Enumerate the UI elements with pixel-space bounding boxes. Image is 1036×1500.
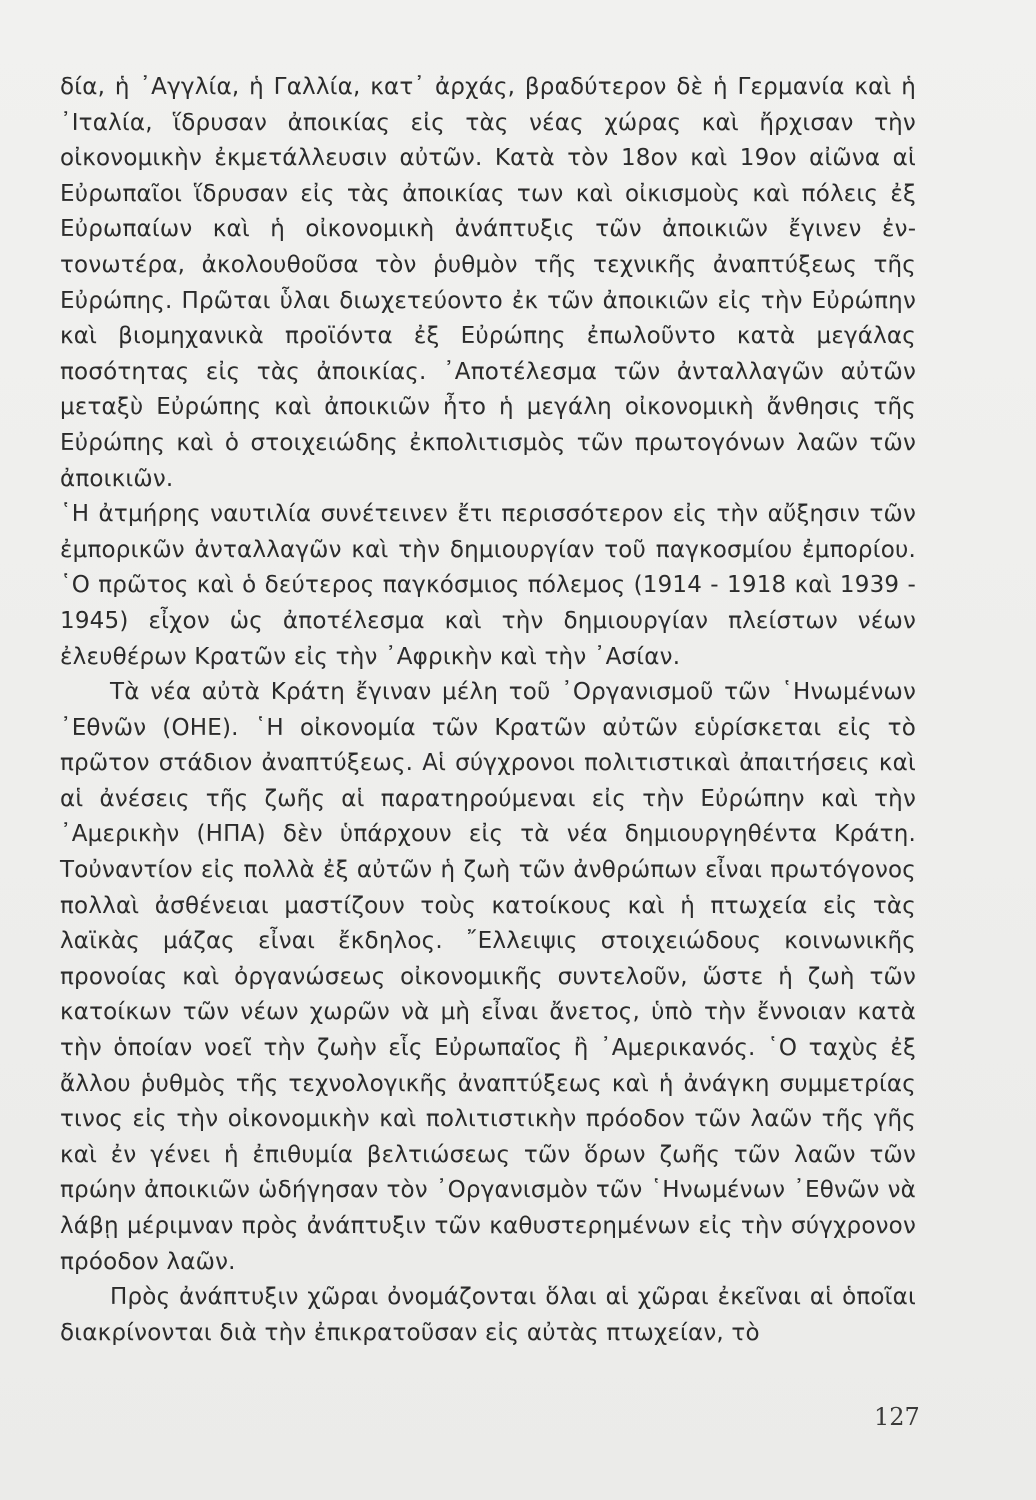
page-number: 127 [874, 1403, 920, 1431]
paragraph-3: Τὰ νέα αὐτὰ Κράτη ἔγιναν μέλη τοῦ ᾿Οργανισμοῦ τῶν ῾Ηνωμένων ᾿Εθνῶν (ΟΗΕ). ῾Η οἰκονομία τῶν Κρατῶν αὐτῶν εὑρίσκεται εἰς τὸ πρῶτον στάδιον ἀναπτύξεως. Αἱ σύγχρονοι πολιτιστικαὶ ἀπαιτήσεις καὶ αἱ ἀνέσεις τῆς ζωῆς αἱ παρατηρούμεναι εἰς τὴν Εὐρώπην καὶ τὴν ᾿Αμερικὴν (ΗΠΑ) δὲν ὑπάρχουν εἰς τὰ νέα δημιουργηθέντα Κράτη. Τοὐναντίον εἰς πολλὰ ἐξ αὐτῶν ἡ ζωὴ τῶν ἀνθρώπων εἶναι πρωτόγονος πολλαὶ ἀσθένειαι μαστίζουν τοὺς κατοίκους καὶ ἡ πτωχεία εἰς τὰς λαϊκὰς μάζας εἶναι ἔκδηλος. ῎Ελλειψις στοιχειώδους κοινωνικῆς προνοίας καὶ ὀργανώσεως οἰκονομικῆς συντελοῦν, ὥστε ἡ ζωὴ τῶν κατοίκων τῶν νέων χωρῶν νὰ μὴ εἶναι ἄνετος, ὑπὸ τὴν ἔννοιαν κατὰ τὴν ὁποίαν νοεῖ τὴν ζωὴν εἷς Εὐρωπαῖος ἢ ᾿Αμερικανός. ῾Ο ταχὺς ἐξ ἄλλου ῥυθμὸς τῆς τεχνολογικῆς ἀναπτύξεως καὶ ἡ ἀνάγκη συμμετρίας τινος εἰς τὴν οἰκονομικὴν καὶ πολιτιστικὴν πρόοδον τῶν λαῶν τῆς γῆς καὶ ἐν γένει ἡ ἐπιθυμία βελτιώσεως τῶν ὅρων ζωῆς τῶν λαῶν τῶν πρώην ἀποικιῶν ὡδήγησαν τὸν ᾿Οργανισμὸν τῶν ῾Ηνωμένων ᾿Εθνῶν νὰ λάβῃ μέριμναν πρὸς ἀνάπτυξιν τῶν καθυστερημένων εἰς τὴν σύγχρονον πρόοδον λαῶν. [60, 679, 916, 1275]
paragraph-1: δία, ἡ ᾿Αγγλία, ἡ Γαλλία, κατ᾿ ἀρχάς, βραδύτερον δὲ ἡ Γερμανία καὶ ἡ ᾿Ιταλία, ἵδρυσαν ἀποικίας εἰς τὰς νέας χώρας καὶ ἤρχισαν τὴν οἰκονομικὴν ἐκμετάλλευσιν αὐτῶν. Κατὰ τὸν 18ον καὶ 19ον αἰῶνα αἱ Εὐρωπαῖοι ἵδρυσαν εἰς τὰς ἀποικίας των καὶ οἰκισμοὺς καὶ πόλεις ἐξ Εὐρωπαίων καὶ ἡ οἰκονομικὴ ἀνάπτυξις τῶν ἀποικιῶν ἔγινεν ἐντονωτέρα, ἀκολουθοῦσα τὸν ῥυθμὸν τῆς τεχνικῆς ἀναπτύξεως τῆς Εὐρώπης. Πρῶται ὗλαι διωχετεύοντο ἐκ τῶν ἀποικιῶν εἰς τὴν Εὐρώπην καὶ βιομηχανικὰ προϊόντα ἐξ Εὐρώπης ἐπωλοῦντο κατὰ μεγάλας ποσότητας εἰς τὰς ἀποικίας. ᾿Αποτέλεσμα τῶν ἀνταλλαγῶν αὐτῶν μεταξὺ Εὐρώπης καὶ ἀποικιῶν ἦτο ἡ μεγάλη οἰκονομικὴ ἄνθησις τῆς Εὐρώπης καὶ ὁ στοιχειώδης ἐκπολιτισμὸς τῶν πρωτογόνων λαῶν τῶν ἀποικιῶν. [60, 74, 916, 492]
paragraph-4: Πρὸς ἀνάπτυξιν χῶραι ὀνομάζονται ὅλαι αἱ χῶραι ἐκεῖναι αἱ ὁποῖαι διακρίνονται διὰ τὴν ἐπικρατοῦσαν εἰς αὐτὰς πτωχείαν, τὸ [60, 1284, 916, 1346]
paragraph-2: ῾Η ἀτμήρης ναυτιλία συνέτεινεν ἔτι περισσότερον εἰς τὴν αὔξησιν τῶν ἐμπορικῶν ἀνταλλαγῶν καὶ τὴν δημιουργίαν τοῦ παγκοσμίου ἐμπορίου. ῾Ο πρῶτος καὶ ὁ δεύτερος παγκόσμιος πόλεμος (1914 - 1918 καὶ 1939 - 1945) εἶχον ὡς ἀποτέλεσμα καὶ τὴν δημιουργίαν πλείστων νέων ἐλευθέρων Κρατῶν εἰς τὴν ᾿Αφρικὴν καὶ τὴν ᾿Ασίαν. [60, 501, 916, 670]
body-text [60, 70, 916, 1351]
